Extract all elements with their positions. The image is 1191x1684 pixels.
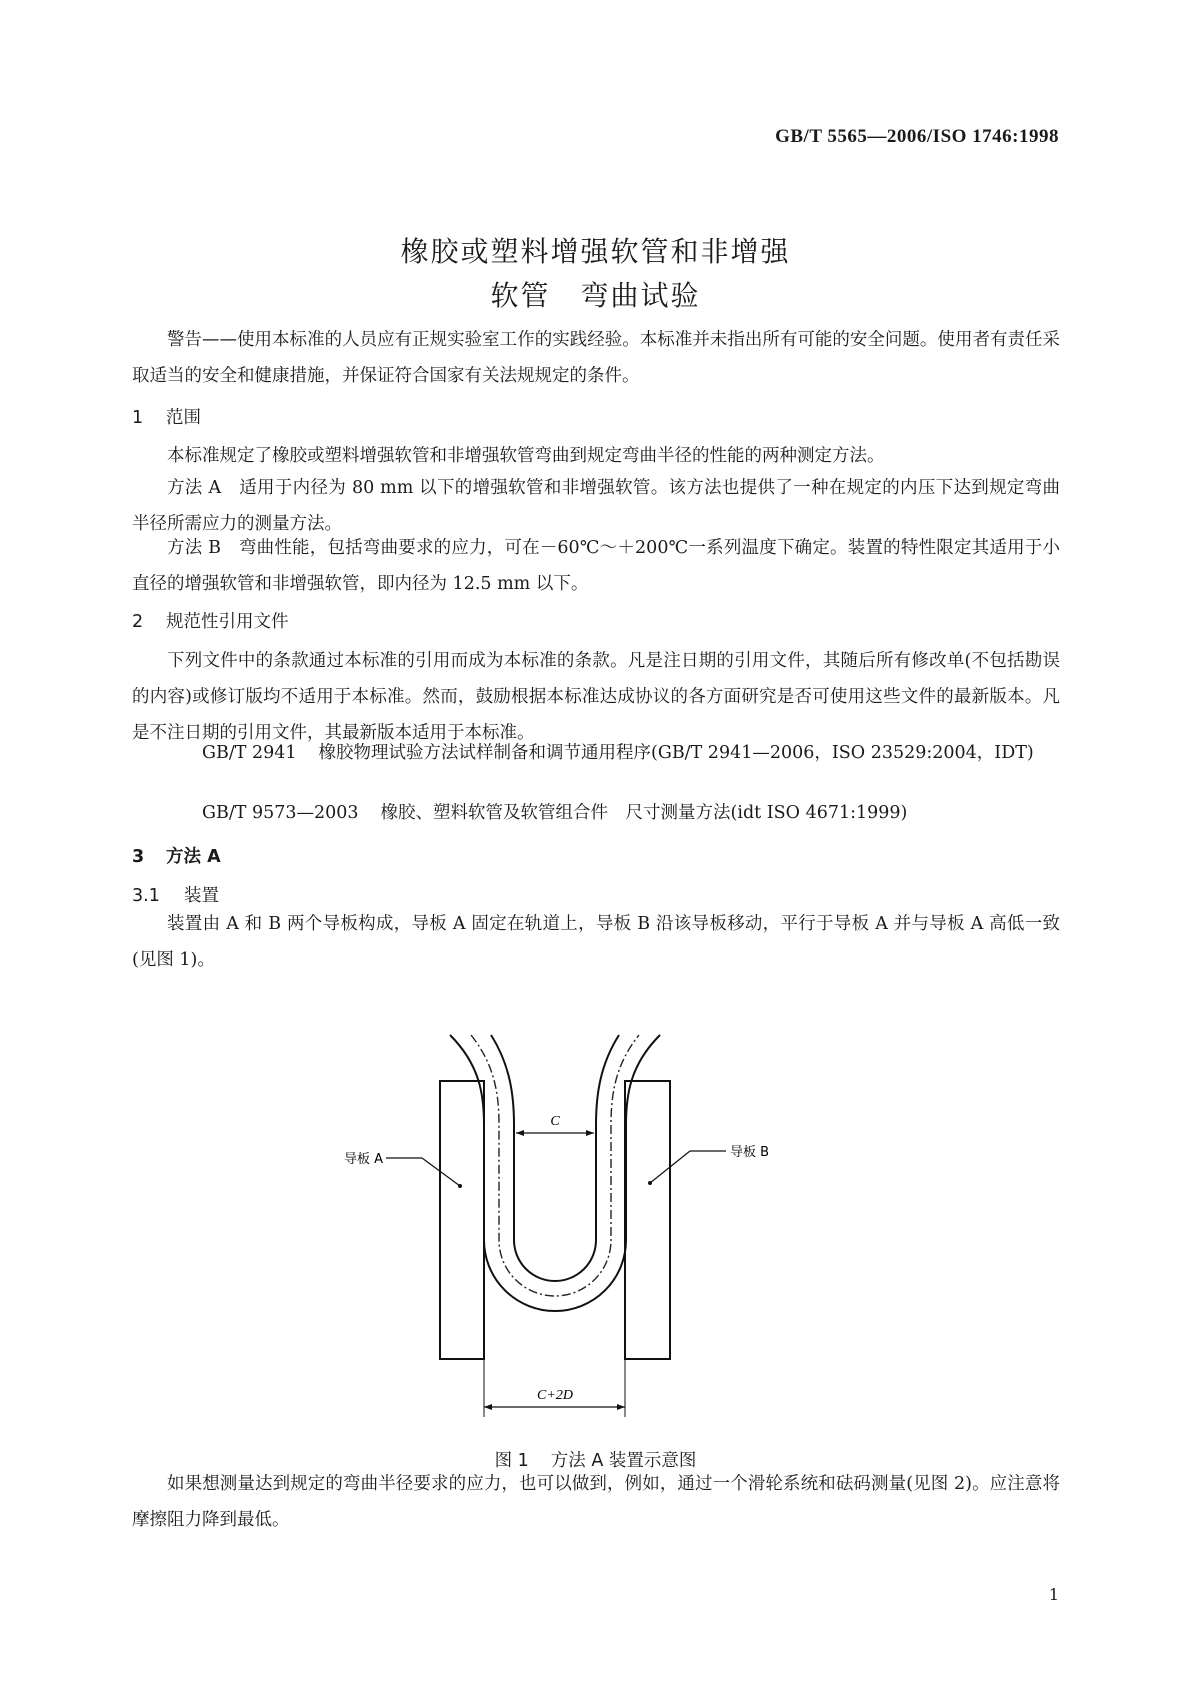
- title-line-2b: 弯曲试验: [580, 279, 701, 312]
- section-3-1-number: 3.1: [132, 886, 160, 906]
- dimension-arrow-c2d-right: [617, 1404, 625, 1410]
- dimension-label-c2d: C+2D: [537, 1388, 573, 1403]
- reference-1: [132, 735, 1060, 771]
- warning-paragraph: 警告——使用本标准的人员应有正规实验室工作的实践经验。本标准并未指出所有可能的安全问题。使用者有责任采取适当的安全和健康措施，并保证符合国家有关法规规定的条件。: [132, 330, 1060, 386]
- section-1-number: 1: [132, 408, 144, 428]
- section-3-title: 方法 A: [166, 847, 221, 867]
- reference-1-code: GB/T 2941: [202, 743, 297, 763]
- section-2-heading: [132, 608, 289, 633]
- section-3-1-heading: [132, 882, 219, 907]
- dimension-label-c: C: [550, 1114, 560, 1129]
- section-1-heading: [132, 404, 201, 429]
- dimension-arrow-c-left: [516, 1130, 524, 1136]
- reference-1-text: 橡胶物理试验方法试样制备和调节通用程序(GB/T 2941—2006，ISO 23529:2004，IDT): [318, 743, 1034, 763]
- title-line-2a: 软管: [490, 279, 551, 312]
- section-1-paragraph-1: 本标准规定了橡胶或塑料增强软管和非增强软管弯曲到规定弯曲半径的性能的两种测定方法。: [167, 446, 885, 466]
- figure-1-caption-text: 方法 A 装置示意图: [550, 1451, 697, 1471]
- leader-dot-a: [458, 1184, 462, 1188]
- section-3-number: 3: [132, 847, 145, 867]
- section-2-title: 规范性引用文件: [166, 612, 289, 632]
- label-guide-plate-a: 导板 A: [344, 1152, 384, 1167]
- section-3-1-paragraph: 装置由 A 和 B 两个导板构成，导板 A 固定在轨道上，导板 B 沿该导板移动，平行于导板 A 并与导板 A 高低一致(见图 1)。: [132, 914, 1060, 970]
- after-figure-paragraph: 如果想测量达到规定的弯曲半径要求的应力，也可以做到，例如，通过一个滑轮系统和砝码测量(见图 2)。应注意将摩擦阻力降到最低。: [132, 1474, 1060, 1530]
- reference-2-text: 橡胶、塑料软管及软管组合件 尺寸测量方法(idt ISO 4671:1999): [380, 803, 908, 823]
- section-1-paragraph-2: 方法 A 适用于内径为 80 mm 以下的增强软管和非增强软管。该方法也提供了一种在规定的内压下达到规定弯曲半径所需应力的测量方法。: [132, 478, 1060, 534]
- figure-1-diagram: [344, 1055, 780, 1435]
- reference-2-code: GB/T 9573—2003: [202, 803, 359, 823]
- guide-plate-b: [625, 1081, 670, 1359]
- section-1-title: 范围: [166, 408, 201, 428]
- title-line-2: [0, 274, 1191, 314]
- section-2-paragraph-1: 下列文件中的条款通过本标准的引用而成为本标准的条款。凡是注日期的引用文件，其随后所有修改单(不包括勘误的内容)或修订版均不适用于本标准。然而，鼓励根据本标准达成协议的各方面研究是否可使用这些文件的最新版本。凡是不注日期的引用文件，其最新版本适用于本标准。: [132, 651, 1060, 743]
- standard-number: GB/T 5565—2006/ISO 1746:1998: [775, 126, 1059, 147]
- hose-centerline: [471, 1035, 639, 1296]
- section-3-1-title: 装置: [184, 886, 219, 906]
- reference-2: [132, 795, 1060, 831]
- dimension-arrow-c-right: [586, 1130, 594, 1136]
- section-3-heading: [132, 843, 221, 868]
- figure-1-caption-number: 图 1: [494, 1451, 529, 1471]
- leader-dot-b: [648, 1181, 652, 1185]
- label-guide-plate-b: 导板 B: [730, 1145, 770, 1160]
- hose-inner-wall: [491, 1035, 619, 1281]
- section-1-paragraph-3: 方法 B 弯曲性能，包括弯曲要求的应力，可在－60℃～＋200℃一系列温度下确定。装置的特性限定其适用于小直径的增强软管和非增强软管，即内径为 12.5 mm 以下。: [132, 538, 1060, 594]
- page-number: 1: [1048, 1585, 1059, 1604]
- title-line-1: 橡胶或塑料增强软管和非增强: [400, 235, 791, 268]
- guide-plate-a: [440, 1081, 484, 1359]
- dimension-arrow-c2d-left: [484, 1404, 492, 1410]
- section-2-number: 2: [132, 612, 144, 632]
